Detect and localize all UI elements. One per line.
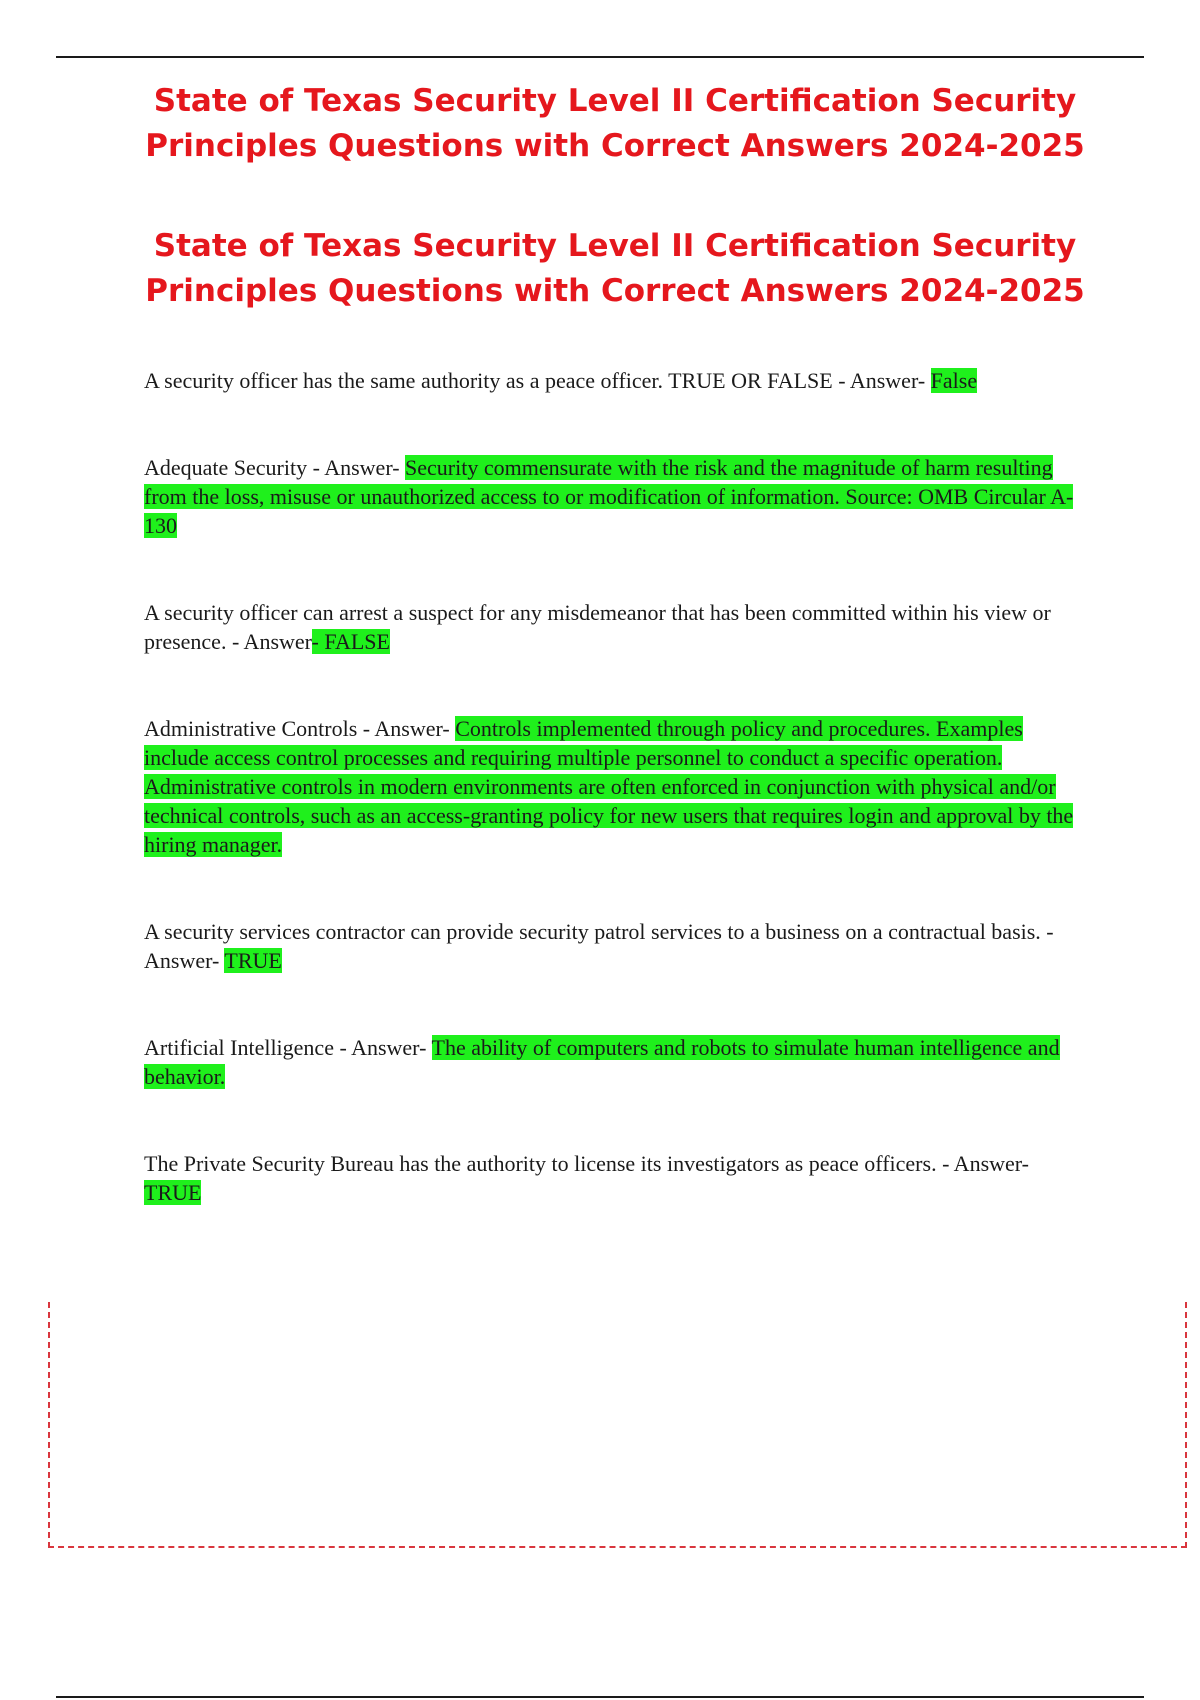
qa-item: [144, 714, 1084, 859]
question-text: The Private Security Bureau has the authority to license its investigators as peace officers. - Answer-: [144, 1151, 1029, 1176]
top-rule: [56, 56, 1144, 58]
answer-highlight: - FALSE: [311, 629, 390, 654]
answer-highlight: Controls implemented through policy and procedures. Examples include access control processes and requiring multiple personnel to conduct a specific operation. Administrative controls in modern environments are often enforced in conjunction with physical and/or technical controls, such as an access-granting policy for new users that requires login and approval by the hiring manager.: [144, 716, 1074, 857]
question-text: A security officer has the same authority as a peace officer. TRUE OR FALSE - Answer-: [144, 368, 931, 393]
dashed-frame: [48, 1302, 1187, 1548]
question-text: A security officer can arrest a suspect for any misdemeanor that has been committed within his view or presence. - Answer: [144, 600, 1051, 654]
question-text: Adequate Security - Answer-: [144, 455, 406, 480]
answer-highlight: TRUE: [144, 1180, 202, 1205]
qa-item: [144, 1149, 1084, 1207]
document-title-repeat: State of Texas Security Level II Certification Security Principles Questions with Correct Answers 2024-2025: [145, 228, 1085, 309]
qa-list: [144, 366, 1084, 1207]
qa-item: [144, 917, 1084, 975]
question-text: Artificial Intelligence - Answer-: [144, 1035, 432, 1060]
qa-item: [144, 453, 1084, 540]
question-text: A security services contractor can provide security patrol services to a business on a contractual basis. - Answer-: [144, 919, 1054, 973]
answer-highlight: The ability of computers and robots to simulate human intelligence and behavior.: [144, 1035, 1060, 1089]
qa-item: [144, 1033, 1084, 1091]
qa-item: [144, 598, 1084, 656]
answer-highlight: TRUE: [224, 948, 282, 973]
document-title: State of Texas Security Level II Certification Security Principles Questions with Correct Answers 2024-2025: [145, 83, 1085, 164]
answer-highlight: Security commensurate with the risk and the magnitude of harm resulting from the loss, misuse or unauthorized access to or modification of information. Source: OMB Circular A-130: [144, 455, 1074, 538]
bottom-rule: [56, 1696, 1144, 1698]
qa-item: [144, 366, 1084, 395]
answer-highlight: False: [930, 368, 978, 393]
question-text: Administrative Controls - Answer-: [144, 716, 456, 741]
